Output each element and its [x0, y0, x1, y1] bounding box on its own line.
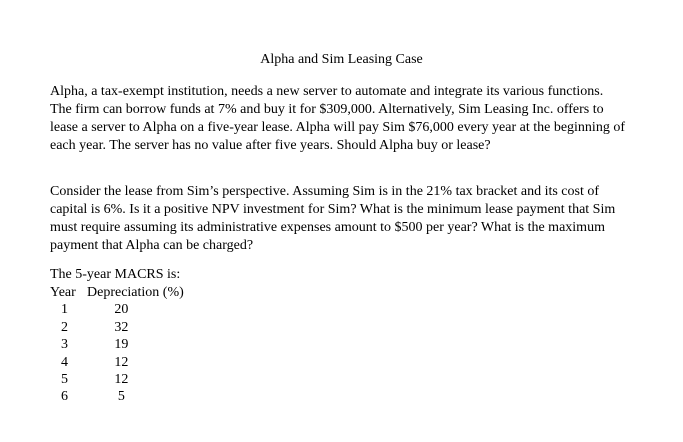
macrs-year-cell: 6: [61, 389, 68, 405]
macrs-table: [50, 284, 184, 406]
macrs-year-cell: 1: [61, 302, 68, 318]
case-paragraph-sim: Consider the lease from Sim’s perspective. Assuming Sim is in the 21% tax bracket and its cost of capital is 6%. Is it a positive NPV investment for Sim? What is the minimum lease payment that Sim must require assuming its administrative expenses amount to $500 per year? What is the maximum payment that Alpha can be charged?: [50, 184, 616, 253]
macrs-depreciation-cell: 12: [114, 372, 129, 388]
macrs-header-row: [50, 284, 184, 301]
macrs-row: [50, 336, 184, 353]
macrs-year-cell: 3: [61, 337, 68, 353]
case-paragraph-alpha: Alpha, a tax-exempt institution, needs a new server to automate and integrate its various functions. The firm can borrow funds at 7% and buy it for $309,000. Alternatively, Sim Leasing Inc. offers to lease a server to Alpha on a five-year lease. Alpha will pay Sim $76,000 every year at the beginning of each year. The server has no value after five years. Should Alpha buy or lease?: [50, 84, 625, 153]
macrs-header-year: Year: [50, 285, 76, 300]
macrs-row: [50, 301, 184, 318]
macrs-depreciation-cell: 19: [114, 337, 129, 353]
macrs-depreciation-cell: 20: [114, 302, 129, 318]
macrs-row: [50, 371, 184, 388]
macrs-year-cell: 4: [61, 354, 68, 370]
macrs-row: [50, 319, 184, 336]
macrs-depreciation-cell: 12: [114, 354, 129, 370]
document-title: Alpha and Sim Leasing Case: [260, 52, 423, 67]
macrs-header-depreciation: Depreciation (%): [87, 285, 184, 300]
macrs-year-cell: 2: [61, 319, 68, 335]
macrs-heading: The 5-year MACRS is:: [50, 267, 181, 282]
macrs-row: [50, 354, 184, 371]
macrs-depreciation-cell: 32: [114, 319, 129, 335]
macrs-row: [50, 388, 184, 405]
macrs-depreciation-cell: 5: [117, 389, 125, 405]
macrs-year-cell: 5: [61, 372, 68, 388]
